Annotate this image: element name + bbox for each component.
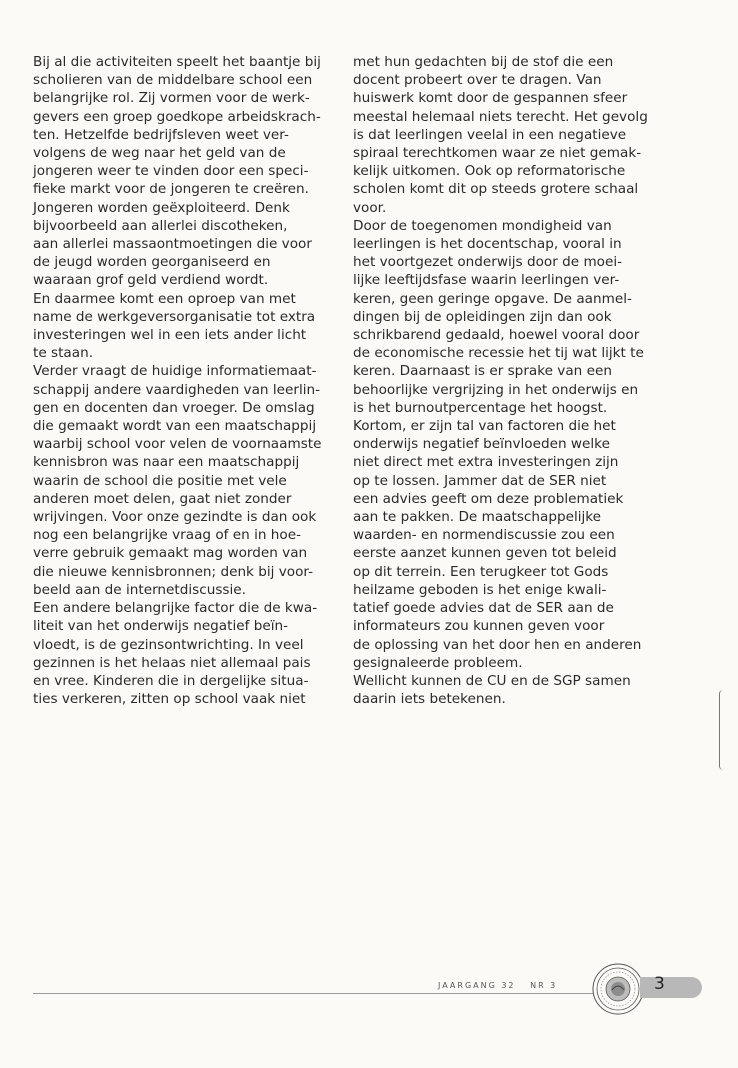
text-line: is dat leerlingen veelal in een negatieve bbox=[353, 126, 627, 143]
text-line: verre gebruik gemaakt mag worden van bbox=[33, 545, 308, 562]
text-line: docent probeert over te dragen. Van bbox=[353, 72, 602, 89]
text-line: is het burnoutpercentage het hoogst. bbox=[353, 399, 608, 416]
text-line: het voortgezet onderwijs door de moei- bbox=[353, 254, 623, 271]
text-line: bijvoorbeeld aan allerlei discotheken, bbox=[33, 217, 288, 234]
text-line: waarden- en normendiscussie zou een bbox=[353, 527, 615, 544]
text-line: aan allerlei massaontmoetingen die voor bbox=[33, 236, 312, 253]
text-line: fieke markt voor de jongeren te creëren. bbox=[33, 181, 309, 198]
text-line: Door de toegenomen mondigheid van bbox=[353, 217, 612, 234]
footer-volume: JAARGANG 32 bbox=[438, 981, 516, 990]
text-line: keren. Daarnaast is er sprake van een bbox=[353, 363, 612, 380]
text-line: huiswerk komt door de gespannen sfeer bbox=[353, 90, 628, 107]
text-line: waarbij school voor velen de voornaamste bbox=[33, 436, 322, 453]
text-line: ten. Hetzelfde bedrijfsleven weet ver- bbox=[33, 126, 289, 143]
text-line: waaraan grof geld verdiend wordt. bbox=[33, 272, 269, 289]
text-line: met hun gedachten bij de stof die een bbox=[353, 54, 614, 70]
text-line: ties verkeren, zitten op school vaak niet bbox=[33, 691, 306, 708]
text-line: te staan. bbox=[33, 345, 94, 362]
text-line: informateurs zou kunnen geven voor bbox=[353, 618, 605, 635]
text-line: keren, geen geringe opgave. De aanmel- bbox=[353, 290, 632, 307]
text-line: Bij al die activiteiten speelt het baantje bij bbox=[33, 54, 321, 70]
text-line: gen en docenten dan vroeger. De omslag bbox=[33, 399, 315, 416]
text-line: schappij andere vaardigheden van leerlin- bbox=[33, 381, 321, 398]
text-line: kennisbron was naar een maatschappij bbox=[33, 454, 300, 471]
text-line: liteit van het onderwijs negatief beïn- bbox=[33, 618, 289, 635]
text-line: leerlingen is het docentschap, vooral in bbox=[353, 236, 622, 253]
text-line: gezinnen is het helaas niet allemaal pais bbox=[33, 654, 311, 671]
text-line: schrikbarend gedaald, hoewel vooral door bbox=[353, 327, 640, 344]
page-tab bbox=[640, 977, 702, 998]
text-line: spiraal terechtkomen waar ze niet gemak- bbox=[353, 145, 642, 162]
text-line: niet direct met extra investeringen zijn bbox=[353, 454, 619, 471]
text-line: wrijvingen. Voor onze gezindte is dan ook bbox=[33, 509, 317, 526]
text-line: Verder vraagt de huidige informatiemaat- bbox=[33, 363, 317, 380]
text-line: dingen bij de opleidingen zijn dan ook bbox=[353, 308, 612, 325]
text-line: en vree. Kinderen die in dergelijke situa- bbox=[33, 672, 309, 689]
text-line: gesignaleerde probleem. bbox=[353, 654, 523, 671]
text-line: scholen komt dit op steeds grotere schaal bbox=[353, 181, 639, 198]
text-line: de oplossing van het door hen en anderen bbox=[353, 636, 642, 653]
text-line: gevers een groep goedkope arbeidskrach- bbox=[33, 108, 321, 125]
text-line: eerste aanzet kunnen geven tot beleid bbox=[353, 545, 617, 562]
text-line: anderen moet delen, gaat niet zonder bbox=[33, 490, 292, 507]
text-line: op te lossen. Jammer dat de SER niet bbox=[353, 472, 607, 489]
text-line: nog een belangrijke vraag of en in hoe- bbox=[33, 527, 301, 544]
text-line: scholieren van de middelbare school een bbox=[33, 72, 313, 89]
text-line: lijke leeftijdsfase waarin leerlingen ver- bbox=[353, 272, 620, 289]
text-line: tatief goede advies dat de SER aan de bbox=[353, 600, 614, 617]
text-line: heilzame geboden is het enige kwali- bbox=[353, 581, 607, 598]
text-line: En daarmee komt een oproep van met bbox=[33, 290, 296, 307]
right-column bbox=[353, 53, 653, 708]
text-line: de economische recessie het tij wat lijkt te bbox=[353, 345, 644, 362]
text-line: Wellicht kunnen de CU en de SGP samen bbox=[353, 672, 631, 689]
text-line: die gemaakt wordt van een maatschappij bbox=[33, 418, 317, 435]
text-line: onderwijs negatief beïnvloeden welke bbox=[353, 436, 610, 453]
edge-mark bbox=[719, 690, 723, 770]
text-line: belangrijke rol. Zij vormen voor de werk- bbox=[33, 90, 310, 107]
text-line: een advies geeft om deze problematiek bbox=[353, 490, 624, 507]
text-line: Een andere belangrijke factor die de kwa- bbox=[33, 600, 318, 617]
text-line: volgens de weg naar het geld van de bbox=[33, 145, 286, 162]
text-line: voor. bbox=[353, 199, 387, 216]
text-line: op dit terrein. Een terugkeer tot Gods bbox=[353, 563, 609, 580]
text-line: vloedt, is de gezinsontwrichting. In veel bbox=[33, 636, 304, 653]
footer-rule bbox=[33, 993, 593, 994]
text-line: de jeugd worden georganiseerd en bbox=[33, 254, 271, 271]
text-line: beeld aan de internetdiscussie. bbox=[33, 581, 246, 598]
text-line: aan te pakken. De maatschappelijke bbox=[353, 509, 602, 526]
text-line: daarin iets betekenen. bbox=[353, 691, 506, 708]
text-line: Jongeren worden geëxploiteerd. Denk bbox=[33, 199, 290, 216]
text-line: jongeren weer te vinden door een speci- bbox=[33, 163, 309, 180]
left-column bbox=[33, 53, 333, 708]
text-line: meestal helemaal niets terecht. Het gevolg bbox=[353, 108, 648, 125]
text-line: Kortom, er zijn tal van factoren die het bbox=[353, 418, 616, 435]
text-line: name de werkgeversorganisatie tot extra bbox=[33, 308, 316, 325]
footer-issue-info bbox=[438, 981, 557, 990]
text-line: waarin de school die positie met vele bbox=[33, 472, 287, 489]
text-line: die nieuwe kennisbronnen; denk bij voor- bbox=[33, 563, 314, 580]
text-line: behoorlijke vergrijzing in het onderwijs en bbox=[353, 381, 639, 398]
emblem-seal-icon bbox=[592, 963, 644, 1015]
text-line: investeringen wel in een iets ander licht bbox=[33, 327, 307, 344]
footer-issue: NR 3 bbox=[530, 981, 558, 990]
text-line: kelijk uitkomen. Ook op reformatorische bbox=[353, 163, 626, 180]
page-number: 3 bbox=[654, 974, 665, 994]
